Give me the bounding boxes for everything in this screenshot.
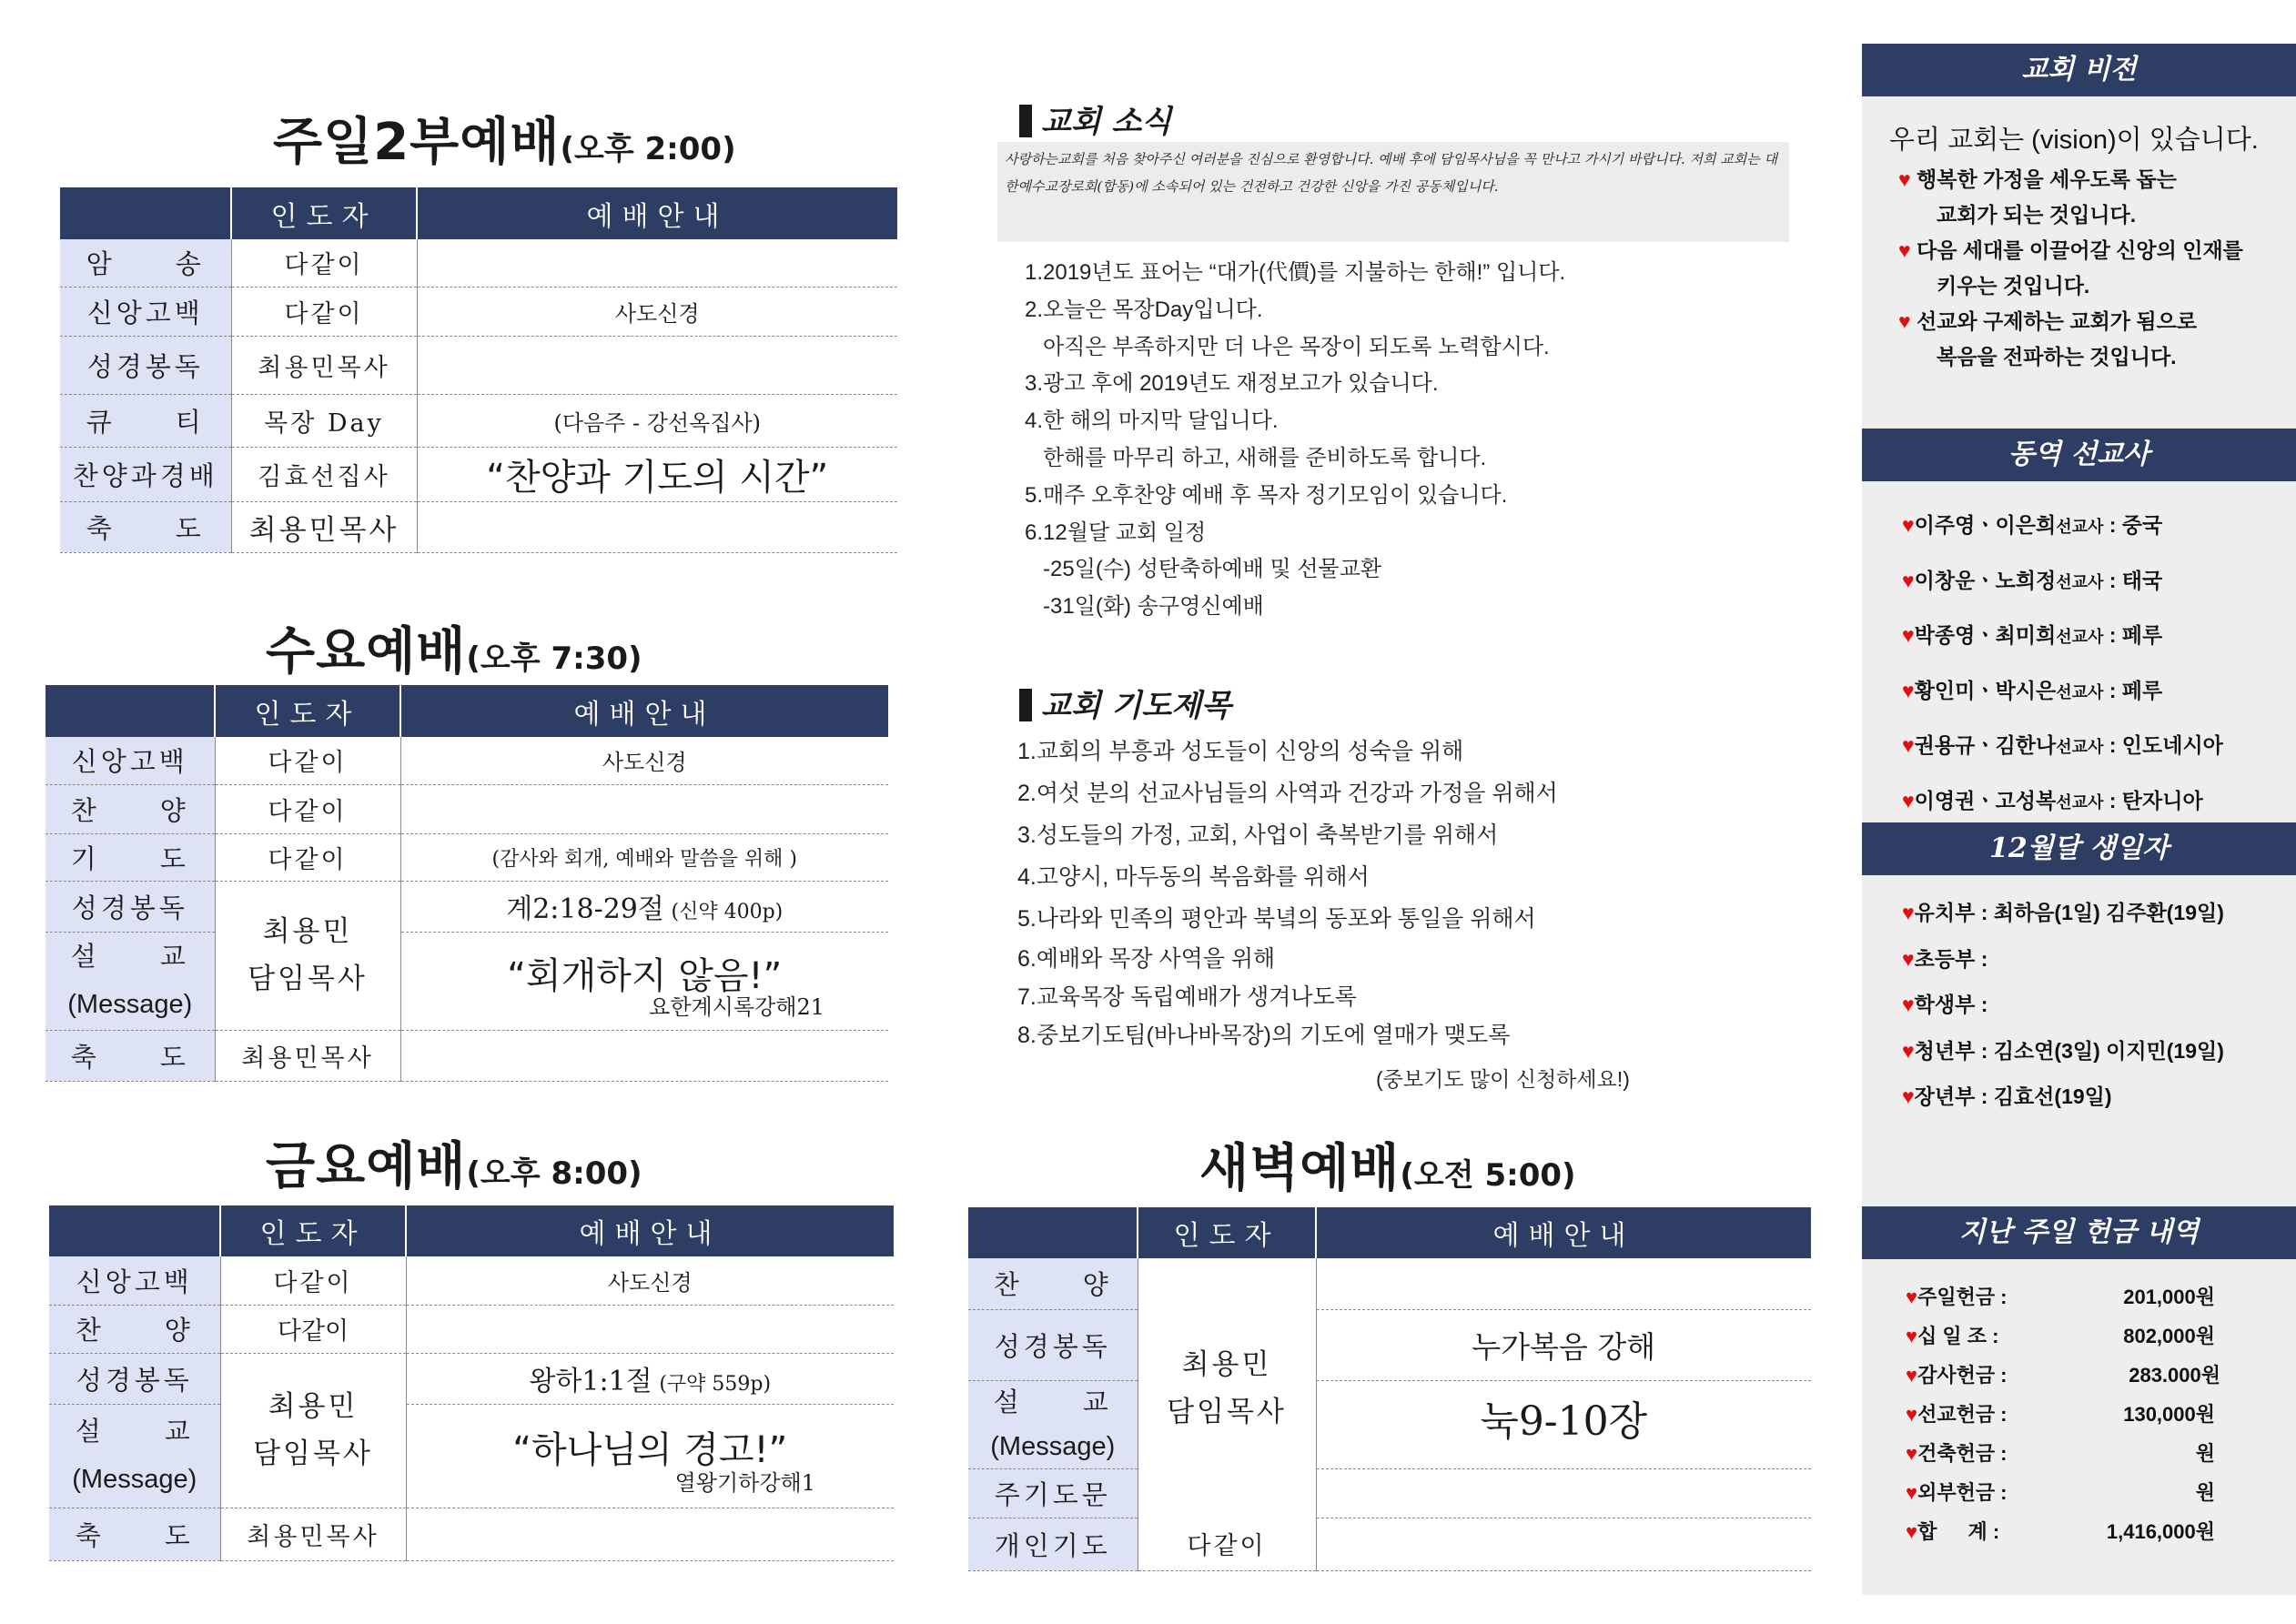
vision-line: 다음 세대를 이끌어갈 신앙의 인재를 <box>1917 238 2243 262</box>
row-info <box>417 239 897 287</box>
birthday-entry: 청년부 : 김소연(3일) 이지민(19일) <box>1914 1038 2224 1063</box>
sermon-label: 설 교 <box>70 943 189 972</box>
table-row <box>49 1404 894 1508</box>
row-info <box>406 1508 894 1560</box>
table-row <box>968 1518 1811 1570</box>
missionary-country: : 페루 <box>2103 623 2163 647</box>
heart-icon: ♥ <box>1906 1286 1918 1308</box>
row-leader: 최용민목사 <box>220 1508 406 1560</box>
list-item <box>1906 1434 2215 1473</box>
friday-time: (오후 8:00) <box>466 1155 642 1192</box>
list-item: 1.2019년도 표어는 “대가(代價)를 지불하는 한해!” 입니다. <box>1025 260 1566 285</box>
row-label: 신앙고백 <box>46 737 215 784</box>
table-row <box>968 1468 1811 1518</box>
offering-amount: 1,416,000원 <box>2106 1520 2215 1543</box>
row-info <box>400 881 888 932</box>
row-info: 사도신경 <box>400 737 888 784</box>
list-item <box>1902 554 2223 610</box>
heart-icon: ♥ <box>1902 1038 1915 1063</box>
row-leader: 최용민목사 <box>231 501 417 552</box>
row-label <box>968 1380 1138 1468</box>
sunday-title: 주일2부예배 <box>273 113 561 172</box>
section-bar-icon <box>1019 689 1032 721</box>
row-info: 누가복음 강해 <box>1316 1309 1811 1380</box>
dawn-scripture: 눅9-10장 <box>1480 1397 1648 1445</box>
leader-role: 담임목사 <box>248 963 368 995</box>
row-leader <box>1138 1258 1316 1518</box>
row-label: 암 송 <box>60 239 231 287</box>
header-info: 예배안내 <box>400 685 888 737</box>
heart-icon: ♥ <box>1902 993 1915 1016</box>
sermon-label: 설 교 <box>993 1387 1112 1417</box>
sunday-service-table <box>60 187 897 553</box>
leader-role: 담임목사 <box>253 1437 373 1470</box>
prayer-list <box>1017 731 1558 1054</box>
offering-amount: 283.000원 <box>2129 1364 2220 1387</box>
table-corner <box>46 685 215 737</box>
list-item <box>1906 1316 2215 1356</box>
row-label: 성경봉독 <box>49 1353 220 1404</box>
wednesday-time: (오후 7:30) <box>466 641 642 677</box>
table-corner <box>60 187 231 239</box>
sermon-title: “회개하지 않음!” <box>507 954 783 997</box>
heart-icon: ♥ <box>1902 946 1915 971</box>
header-info: 예배안내 <box>1316 1207 1811 1258</box>
offering-name: 감사헌금 : <box>1917 1364 2008 1387</box>
sermon-series: 요한계시록강해21 <box>649 994 824 1020</box>
vision-heading: 교회 비전 <box>1862 44 2296 96</box>
offering-name: 선교헌금 : <box>1917 1403 2008 1426</box>
list-item <box>1902 774 2223 830</box>
row-info <box>406 1404 894 1508</box>
list-item: 8.중보기도팀(바나바목장)의 기도에 열매가 맺도록 <box>1017 1023 1511 1048</box>
heart-icon: ♥ <box>1906 1364 1918 1387</box>
vision-line: 행복한 가정을 세우도록 돕는 <box>1917 167 2177 191</box>
birthday-entry: 초등부 : <box>1914 946 1988 971</box>
prayer-request-note: (중보기도 많이 신청하세요!) <box>1376 1067 1630 1091</box>
row-info <box>417 447 897 501</box>
row-leader: 다같이 <box>215 833 400 881</box>
table-row <box>60 447 897 501</box>
heart-icon: ♥ <box>1902 568 1915 592</box>
list-item: -25일(수) 성탄축하예배 및 선물교환 <box>1025 557 1382 582</box>
missionary-title: 선교사 <box>2056 572 2104 591</box>
offering-amount: 201,000원 <box>2123 1286 2215 1308</box>
scripture-page: (신약 400p) <box>671 901 784 923</box>
dawn-title: 새벽예배 <box>1199 1139 1401 1198</box>
missionaries-list <box>1902 499 2223 829</box>
table-corner <box>49 1205 220 1256</box>
missionary-country: : 탄자니아 <box>2103 788 2203 812</box>
list-item <box>1902 1074 2224 1120</box>
offering-amount: 원 <box>2195 1481 2215 1504</box>
row-label: 기 도 <box>46 833 215 881</box>
list-item: 5.매주 오후찬양 예배 후 목자 정기모임이 있습니다. <box>1025 482 1508 508</box>
scripture-page: (구약 559p) <box>659 1373 772 1396</box>
sunday-time: (오후 2:00) <box>560 131 736 167</box>
header-leader: 인도자 <box>231 187 417 239</box>
missionary-names: 권용규ㆍ김한나 <box>1914 733 2057 757</box>
heart-icon: ♥ <box>1902 788 1915 812</box>
table-row <box>46 784 888 833</box>
table-corner <box>968 1207 1138 1258</box>
row-info <box>1316 1380 1811 1468</box>
table-row <box>46 1030 888 1081</box>
table-row <box>49 1256 894 1305</box>
row-info: 사도신경 <box>417 287 897 336</box>
row-leader <box>220 1353 406 1508</box>
birthday-entry: 학생부 : <box>1914 993 1988 1016</box>
sunday-service-title <box>273 102 736 175</box>
list-item: 2.오늘은 목장Day입니다. <box>1025 297 1263 322</box>
list-item <box>1906 1512 2215 1551</box>
scripture-verse: 계2:18-29절 <box>506 893 664 925</box>
row-info: (다음주 - 강선옥집사) <box>417 394 897 447</box>
list-item: 교회가 되는 것입니다. <box>1937 203 2137 227</box>
row-label: 성경봉독 <box>46 881 215 932</box>
header-info: 예배안내 <box>406 1205 894 1256</box>
birthday-entry: 유치부 : 최하음(1일) 김주환(19일) <box>1914 901 2224 924</box>
table-row <box>46 881 888 932</box>
offering-name: 외부헌금 : <box>1917 1481 2008 1504</box>
row-label: 축 도 <box>60 501 231 552</box>
row-info <box>1316 1468 1811 1518</box>
row-info <box>406 1305 894 1353</box>
row-leader: 목장 Day <box>231 394 417 447</box>
offering-amount: 원 <box>2195 1442 2215 1465</box>
row-label: 찬 양 <box>49 1305 220 1353</box>
list-item: 1.교회의 부흥과 성도들이 신앙의 성숙을 위해 <box>1017 739 1464 764</box>
list-item <box>1898 304 2243 339</box>
offering-name: 주일헌금 : <box>1917 1286 2008 1308</box>
table-row <box>49 1508 894 1560</box>
heart-icon: ♥ <box>1902 901 1915 924</box>
row-label: 큐 티 <box>60 394 231 447</box>
header-info: 예배안내 <box>417 187 897 239</box>
table-row <box>60 501 897 552</box>
row-leader: 다같이 <box>220 1256 406 1305</box>
heart-icon: ♥ <box>1906 1325 1918 1347</box>
welcome-message: 사랑하는교회를 처음 찾아주신 여러분을 진심으로 환영합니다. 예배 후에 담임목사님을 꼭 만나고 가시기 바랍니다. 저희 교회는 대한예수교장로회(합동)에 소속되어 있는 건전하고 건강한 신앙을 가진 공동체입니다. <box>997 142 1789 242</box>
list-item: 5.나라와 민족의 평안과 북녘의 동포와 통일을 위해서 <box>1017 906 1536 932</box>
table-row <box>46 833 888 881</box>
table-row <box>60 336 897 394</box>
leader-name: 최용민 <box>268 1390 359 1423</box>
list-item <box>1902 1028 2224 1074</box>
row-leader: 다같이 <box>231 239 417 287</box>
list-item: 아직은 부족하지만 더 나은 목장이 되도록 노력합시다. <box>1025 334 1550 359</box>
list-item <box>1902 982 2224 1028</box>
sunday-theme-quote: “찬양과 기도의 시간” <box>486 456 829 499</box>
prayer-heading <box>1019 681 1231 725</box>
heart-icon: ♥ <box>1902 513 1915 537</box>
list-item <box>1898 162 2243 197</box>
missionaries-heading: 동역 선교사 <box>1862 429 2296 481</box>
prayer-note: (감사와 회개, 예배와 말씀을 위해 ) <box>491 847 797 871</box>
row-leader: 다같이 <box>231 287 417 336</box>
row-label: 주기도문 <box>968 1468 1138 1518</box>
table-row <box>49 1353 894 1404</box>
missionary-country: : 중국 <box>2103 513 2163 537</box>
table-row <box>968 1309 1811 1380</box>
heart-icon: ♥ <box>1898 238 1911 262</box>
friday-service-title <box>266 1126 642 1199</box>
dawn-time: (오전 5:00) <box>1400 1157 1576 1194</box>
table-row <box>60 239 897 287</box>
wednesday-service-title <box>266 611 642 684</box>
table-row <box>968 1258 1811 1309</box>
list-item: 3.성도들의 가정, 교회, 사업이 축복받기를 위해서 <box>1017 822 1499 848</box>
list-item <box>1902 719 2223 774</box>
missionary-names: 이주영ㆍ이은희 <box>1914 513 2057 537</box>
heart-icon: ♥ <box>1902 678 1915 702</box>
heart-icon: ♥ <box>1906 1481 1918 1504</box>
list-item: 키우는 것입니다. <box>1937 274 2090 298</box>
heart-icon: ♥ <box>1902 733 1915 757</box>
missionary-names: 이창운ㆍ노희정 <box>1914 568 2057 592</box>
leader-name: 최용민 <box>1181 1347 1272 1381</box>
row-label: 축 도 <box>49 1508 220 1560</box>
birthdays-heading: 12월달 생일자 <box>1862 822 2296 875</box>
missionary-title: 선교사 <box>2056 792 2104 812</box>
scripture-verse: 왕하1:1절 <box>529 1366 652 1397</box>
row-leader: 김효선집사 <box>231 447 417 501</box>
list-item: -31일(화) 송구영신예배 <box>1025 594 1264 620</box>
list-item <box>1902 664 2223 720</box>
wednesday-title: 수요예배 <box>266 622 467 681</box>
sermon-title: “하나님의 경고!” <box>512 1428 788 1471</box>
message-label: (Message) <box>990 1431 1116 1461</box>
offering-list <box>1906 1277 2220 1551</box>
row-leader: 다같이 <box>215 784 400 833</box>
list-item <box>1902 890 2224 936</box>
leader-name: 최용민 <box>262 915 353 948</box>
missionary-country: : 태국 <box>2103 568 2163 592</box>
missionary-title: 선교사 <box>2056 628 2104 646</box>
row-label <box>49 1404 220 1508</box>
row-leader <box>215 881 400 1030</box>
heart-icon: ♥ <box>1902 1084 1915 1108</box>
list-item <box>1906 1277 2215 1316</box>
heart-icon: ♥ <box>1906 1520 1918 1543</box>
offering-heading: 지난 주일 헌금 내역 <box>1862 1206 2296 1259</box>
row-label: 축 도 <box>46 1030 215 1081</box>
missionary-names: 황인미ㆍ박시은 <box>1914 678 2057 702</box>
row-leader: 최용민목사 <box>215 1030 400 1081</box>
missionary-names: 박종영ㆍ최미희 <box>1914 623 2057 647</box>
message-label: (Message) <box>72 1465 197 1494</box>
offering-name: 건축헌금 : <box>1917 1442 2008 1465</box>
row-label: 성경봉독 <box>60 336 231 394</box>
friday-service-table <box>49 1205 894 1561</box>
list-item: 3.광고 후에 2019년도 재정보고가 있습니다. <box>1025 371 1439 397</box>
table-row <box>49 1305 894 1353</box>
row-label: 신앙고백 <box>60 287 231 336</box>
row-label: 신앙고백 <box>49 1256 220 1305</box>
heart-icon: ♥ <box>1906 1403 1918 1426</box>
vision-intro: 우리 교회는 (vision)이 있습니다. <box>1889 126 2259 155</box>
missionary-country: : 페루 <box>2103 678 2163 702</box>
header-leader: 인도자 <box>1138 1207 1316 1258</box>
list-item: 6.12월달 교회 일정 <box>1025 519 1207 545</box>
sermon-series: 열왕기하강해1 <box>674 1469 815 1496</box>
list-item <box>1902 936 2224 983</box>
row-info <box>417 501 897 552</box>
church-news-heading <box>1019 96 1171 141</box>
list-item: 7.교육목장 독립예배가 생겨나도록 <box>1017 984 1357 1010</box>
missionary-names: 이영권ㆍ고성복 <box>1914 788 2057 812</box>
wednesday-service-table <box>46 685 888 1082</box>
header-leader: 인도자 <box>215 685 400 737</box>
offering-name: 십 일 조 : <box>1917 1325 1999 1347</box>
row-label: 찬 양 <box>968 1258 1138 1309</box>
news-list <box>1025 255 1565 626</box>
list-item <box>1902 609 2223 664</box>
list-item <box>1906 1356 2220 1395</box>
row-info <box>400 1030 888 1081</box>
list-item <box>1902 499 2223 554</box>
table-row <box>60 394 897 447</box>
row-info <box>417 336 897 394</box>
offering-amount: 802,000원 <box>2123 1325 2215 1347</box>
row-label: 성경봉독 <box>968 1309 1138 1380</box>
birthdays-list <box>1902 890 2224 1120</box>
prayer-heading-text: 교회 기도제목 <box>1041 688 1231 724</box>
list-item: 4.한 해의 마지막 달입니다. <box>1025 409 1279 434</box>
birthday-entry: 장년부 : 김효선(19일) <box>1914 1084 2112 1108</box>
row-info: 사도신경 <box>406 1256 894 1305</box>
row-label: 개인기도 <box>968 1518 1138 1570</box>
vision-line: 선교와 구제하는 교회가 됨으로 <box>1917 309 2198 333</box>
row-leader: 최용민목사 <box>231 336 417 394</box>
list-item: 복음을 전파하는 것입니다. <box>1937 345 2177 368</box>
table-row <box>968 1380 1811 1468</box>
dawn-service-title <box>1199 1128 1576 1201</box>
section-bar-icon <box>1019 105 1032 137</box>
list-item: 한해를 마무리 하고, 새해를 준비하도록 합니다. <box>1025 445 1487 470</box>
offering-amount: 130,000원 <box>2123 1403 2215 1426</box>
vision-list <box>1898 162 2243 375</box>
row-label: 찬양과경배 <box>60 447 231 501</box>
row-info <box>400 833 888 881</box>
missionary-country: : 인도네시아 <box>2103 733 2223 757</box>
offering-name: 합 계 : <box>1917 1520 2000 1543</box>
list-item <box>1906 1395 2215 1434</box>
row-leader: 다같이 <box>220 1305 406 1353</box>
row-label: 찬 양 <box>46 784 215 833</box>
row-leader: 다같이 <box>215 737 400 784</box>
list-item <box>1898 233 2243 268</box>
leader-role: 담임목사 <box>1167 1395 1287 1428</box>
table-row <box>60 287 897 336</box>
list-item <box>1906 1473 2215 1512</box>
row-info <box>400 932 888 1030</box>
header-leader: 인도자 <box>220 1205 406 1256</box>
missionary-title: 선교사 <box>2056 682 2104 701</box>
row-info <box>1316 1518 1811 1570</box>
list-item: 4.고양시, 마두동의 복음화를 위해서 <box>1017 864 1370 890</box>
row-info <box>1316 1258 1811 1309</box>
message-label: (Message) <box>67 990 193 1019</box>
table-row <box>46 932 888 1030</box>
missionary-title: 선교사 <box>2056 738 2104 756</box>
list-item: 6.예배와 목장 사역을 위해 <box>1017 946 1276 972</box>
row-info <box>400 784 888 833</box>
heart-icon: ♥ <box>1898 167 1911 191</box>
row-leader: 다같이 <box>1138 1518 1316 1570</box>
table-row <box>46 737 888 784</box>
sermon-label: 설 교 <box>75 1417 194 1447</box>
heart-icon: ♥ <box>1906 1442 1918 1465</box>
heart-icon: ♥ <box>1902 623 1915 647</box>
missionary-title: 선교사 <box>2056 518 2104 536</box>
news-heading-text: 교회 소식 <box>1041 104 1172 140</box>
row-info <box>406 1353 894 1404</box>
heart-icon: ♥ <box>1898 309 1911 333</box>
dawn-service-table <box>968 1207 1811 1571</box>
row-label <box>46 932 215 1030</box>
list-item: 2.여섯 분의 선교사님들의 사역과 건강과 가정을 위해서 <box>1017 781 1558 806</box>
friday-title: 금요예배 <box>266 1137 467 1196</box>
